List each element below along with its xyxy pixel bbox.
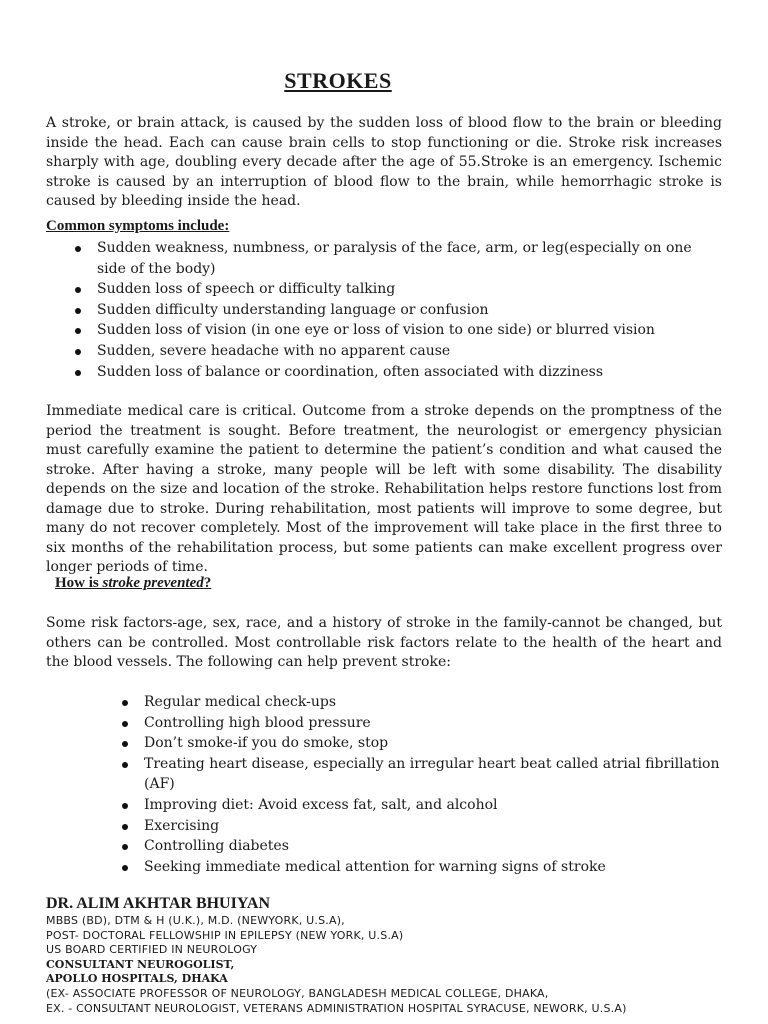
list-item: Regular medical check-ups — [46, 692, 722, 713]
bullet-icon — [122, 741, 128, 747]
position-line: CONSULTANT NEUROGOLIST, — [46, 957, 235, 971]
intro-paragraph: A stroke, or brain attack, is caused by the sudden loss of blood flow to the brain or bleeding inside the head. Each can cause brain cells to stop functioning or die. Stroke risk increases sharply with age, doubling every decade after the age of 55.Stroke is an emergency. Ischemic stroke is caused by an interruption of blood flow to the brain, while hemorrhagic stroke is caused by bleeding inside the head. — [46, 115, 722, 209]
bullet-icon — [75, 328, 81, 334]
bullet-icon — [122, 721, 128, 727]
symptoms-heading: Common symptoms include: — [46, 218, 230, 234]
list-item: Improving diet: Avoid excess fat, salt, and alcohol — [46, 795, 722, 816]
bullet-icon — [122, 865, 128, 871]
list-item: Sudden loss of balance or coordination, often associated with dizziness — [46, 362, 722, 383]
bullet-icon — [75, 308, 81, 314]
list-item: Controlling high blood pressure — [46, 713, 722, 734]
bullet-icon — [75, 287, 81, 293]
prevention-heading: How is stroke prevented? — [55, 575, 212, 591]
prevention-paragraph: Some risk factors-age, sex, race, and a history of stroke in the family-cannot be changed, but others can be controlled. Most controllable risk factors relate to the health of the heart and the blood vessels. The following can help prevent stroke: — [46, 615, 722, 670]
doctor-name: DR. ALIM AKHTAR BHUIYAN — [46, 895, 271, 912]
list-item: Sudden loss of vision (in one eye or loss of vision to one side) or blurred vision — [46, 320, 722, 341]
list-item: Exercising — [46, 816, 722, 837]
list-item: Don’t smoke-if you do smoke, stop — [46, 733, 722, 754]
signature-block — [46, 895, 722, 1016]
bullet-icon — [122, 762, 128, 768]
bullet-icon — [75, 349, 81, 355]
list-item: Treating heart disease, especially an irregular heart beat called atrial fibrillation (AF) — [46, 754, 722, 795]
list-item: Sudden loss of speech or difficulty talking — [46, 279, 722, 300]
medical-care-paragraph: Immediate medical care is critical. Outcome from a stroke depends on the promptness of the period the treatment is sought. Before treatment, the neurologist or emergency physician must carefully examine the patient to determine the patient’s condition and what caused the stroke. After having a stroke, many people will be left with some disability. The disability depends on the size and location of the stroke. Rehabilitation helps restore functions lost from damage due to stroke. During rehabilitation, most patients will improve to some degree, but many do not recover completely. Most of the improvement will take place in the first three to six months of the rehabilitation process, but some patients can make excellent progress over longer periods of time. — [46, 403, 722, 575]
list-item: Sudden weakness, numbness, or paralysis of the face, arm, or leg(especially on one side of the body) — [46, 238, 722, 279]
hospital-line: APOLLO HOSPITALS, DHAKA — [46, 972, 228, 986]
bullet-icon — [122, 824, 128, 830]
list-item: Sudden difficulty understanding language or confusion — [46, 300, 722, 321]
list-item: Seeking immediate medical attention for warning signs of stroke — [46, 857, 722, 878]
bullet-icon — [75, 246, 81, 252]
symptoms-list — [46, 238, 722, 382]
prevention-list — [46, 692, 722, 877]
list-item: Sudden, severe headache with no apparent cause — [46, 341, 722, 362]
bullet-icon — [122, 803, 128, 809]
credentials-line: MBBS (BD), DTM & H (U.K.), M.D. (NEWYORK, U.S.A), — [46, 914, 345, 927]
list-item: Controlling diabetes — [46, 836, 722, 857]
bullet-icon — [122, 844, 128, 850]
document-title: STROKES — [284, 68, 392, 93]
bullet-icon — [75, 370, 81, 376]
bullet-icon — [122, 700, 128, 706]
former-position-line-2: EX. - CONSULTANT NEUROLOGIST, VETERANS ADMINISTRATION HOSPITAL SYRACUSE, NEWORK, U.S.A) — [46, 1001, 627, 1015]
former-position-line: (EX- ASSOCIATE PROFESSOR OF NEUROLOGY, BANGLADESH MEDICAL COLLEGE, DHAKA, — [46, 986, 549, 1000]
certification-line: US BOARD CERTIFIED IN NEUROLOGY — [46, 943, 258, 957]
fellowship-line: POST- DOCTORAL FELLOWSHIP IN EPILEPSY (NEW YORK, U.S.A) — [46, 928, 404, 942]
